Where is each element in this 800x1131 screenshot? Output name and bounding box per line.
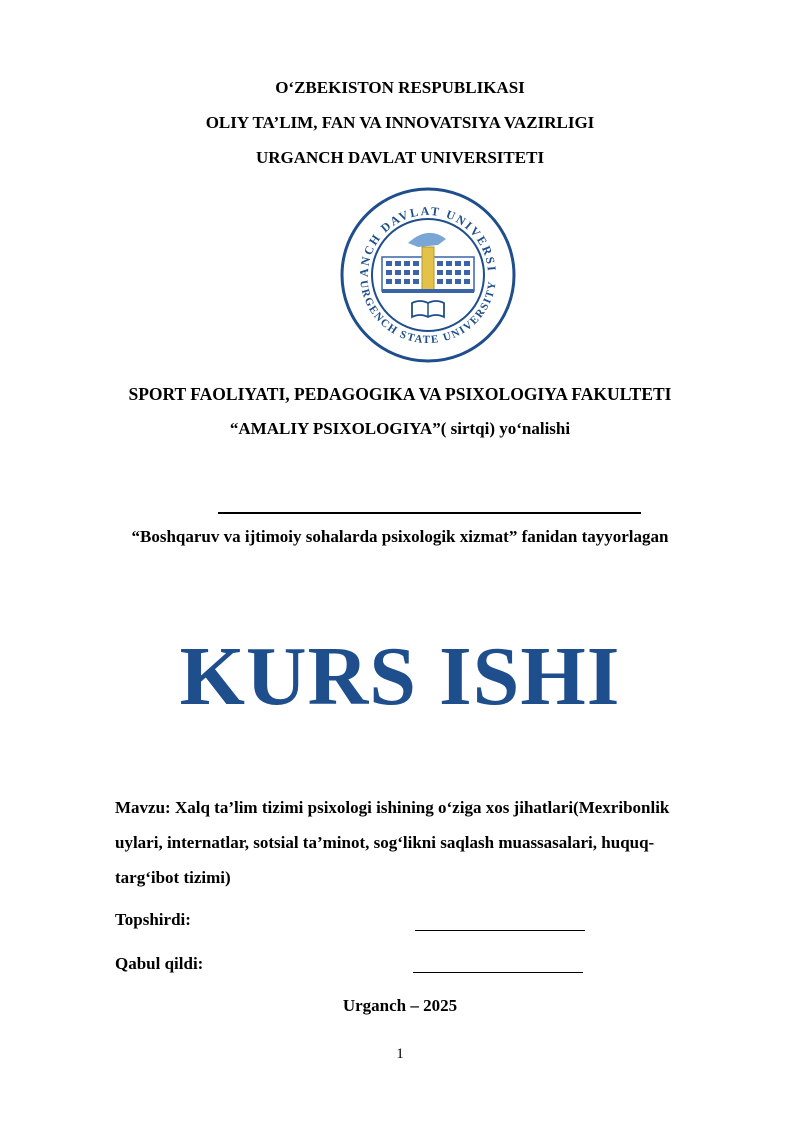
title-blank-line	[218, 512, 641, 514]
document-title: KURS ISHI	[179, 630, 621, 723]
page-number: 1	[396, 1046, 404, 1062]
header-university: URGANCH DAVLAT UNIVERSITETI	[255, 148, 545, 167]
seal-bottom-text: URGENCH STATE UNIVERSITY	[357, 279, 499, 347]
accepted-blank	[413, 972, 583, 973]
topic-line-2: uylari, internatlar, sotsial ta’minot, sog‘likni saqlash muassasalari, huquq-	[115, 833, 655, 852]
university-seal-icon	[338, 185, 518, 365]
direction-name: “AMALIY PSIXOLOGIYA”( sirtqi) yo‘nalishi	[229, 419, 571, 438]
header-ministry: OLIY TA’LIM, FAN VA INNOVATSIYA VAZIRLIGI	[205, 113, 595, 132]
faculty-name: SPORT FAOLIYATI, PEDAGOGIKA VA PSIXOLOGIYA FAKULTETI	[128, 384, 672, 404]
submitted-blank	[415, 930, 585, 931]
header-country: O‘ZBEKISTON RESPUBLIKASI	[275, 78, 525, 97]
accepted-label: Qabul qildi:	[115, 954, 204, 973]
seal-top-text: ANCH DAVLAT UNIVERSI	[356, 203, 500, 278]
subject-line: “Boshqaruv va ijtimoiy sohalarda psixologik xizmat” fanidan tayyorlagan	[131, 527, 669, 546]
submitted-label: Topshirdi:	[115, 910, 191, 929]
topic-line-1: Mavzu: Xalq ta’lim tizimi psixologi ishining o‘ziga xos jihatlari(Mexribonlik	[115, 798, 670, 817]
place-year: Urganch – 2025	[342, 996, 458, 1015]
topic-line-3: targ‘ibot tizimi)	[115, 868, 231, 887]
